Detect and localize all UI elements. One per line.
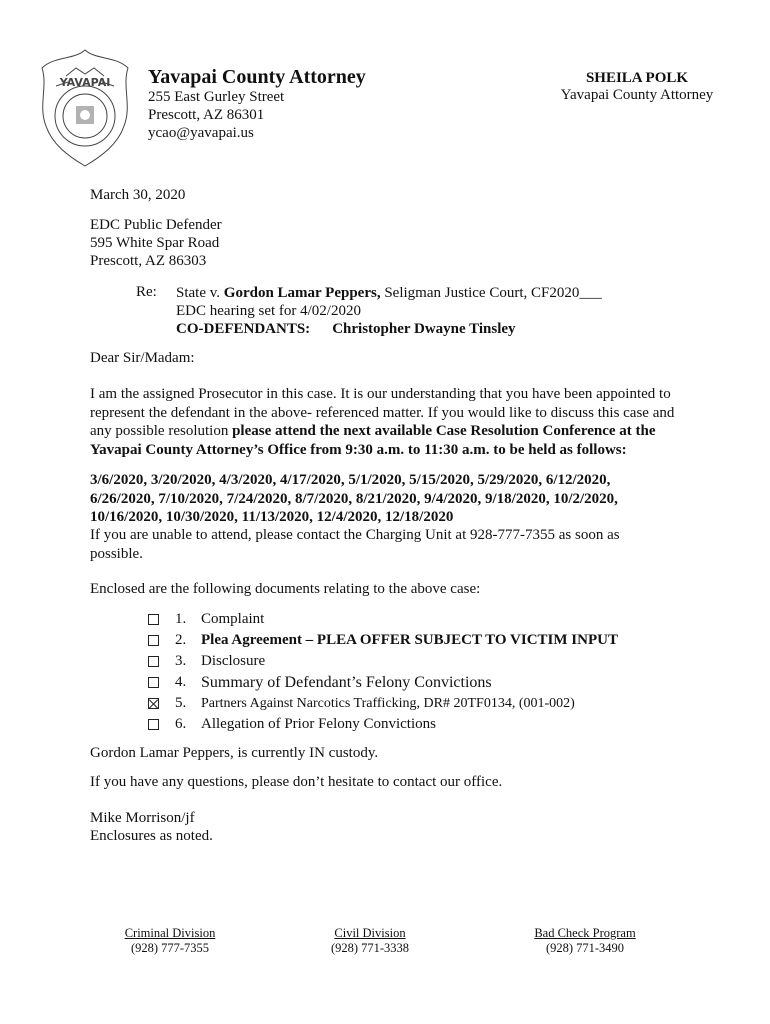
signature-block (90, 809, 213, 845)
re-block (176, 284, 736, 338)
org-address-street: 255 East Gurley Street (148, 89, 285, 105)
re-prefix: State v. (176, 285, 224, 301)
footer-label: Civil Division (334, 926, 406, 940)
re-label: Re: (136, 284, 157, 300)
attorney-block (552, 70, 722, 104)
enclosure-list (148, 609, 618, 735)
footer-phone: (928) 771-3338 (330, 941, 410, 955)
org-address-city: Prescott, AZ 86301 (148, 107, 265, 123)
org-name: Yavapai County Attorney (148, 66, 366, 88)
recipient-block (90, 216, 222, 270)
defendant-name: Gordon Lamar Peppers, (223, 285, 381, 301)
questions-line: If you have any questions, please don’t hesitate to contact our office. (90, 774, 503, 790)
checkbox[interactable] (148, 614, 159, 625)
footer-phone: (928) 771-3490 (545, 941, 625, 955)
recipient-line: 595 White Spar Road (90, 235, 220, 251)
enclosure-item: 1. Complaint (148, 609, 618, 630)
footer-label: Bad Check Program (534, 926, 636, 940)
enclosure-item: 4. Summary of Defendant’s Felony Convictions (148, 672, 618, 693)
enclosed-intro: Enclosed are the following documents relating to the above case: (90, 581, 481, 597)
re-court: Seligman Justice Court, CF2020___ (380, 285, 602, 301)
checkbox[interactable] (148, 635, 159, 646)
signature-name: Mike Morrison/jf (90, 810, 195, 826)
codefendants-label: CO-DEFENDANTS: (176, 321, 311, 337)
signature-note: Enclosures as noted. (90, 828, 213, 844)
checked-checkbox[interactable] (148, 698, 159, 709)
enclosure-item: 5. Partners Against Narcotics Trafficking, DR# 20TF0134, (001-002) (148, 693, 618, 714)
contact-text: If you are unable to attend, please contact the Charging Unit at 928-777-7355 as soon as possible. (90, 527, 620, 562)
attorney-name: SHEILA POLK (585, 70, 689, 86)
body-bold-text: please attend the next available Case Resolution Conference at the Yavapai County Attorney’s Office from 9:30 a.m. to 11:30 a.m. to be held as follows: (90, 423, 656, 458)
body-paragraph (90, 385, 690, 459)
checkbox[interactable] (148, 656, 159, 667)
recipient-line: EDC Public Defender (90, 217, 222, 233)
custody-line: Gordon Lamar Peppers, is currently IN custody. (90, 745, 379, 761)
enclosure-item: 6. Allegation of Prior Felony Convictions (148, 714, 618, 735)
seal-text: YAVAPAI (59, 76, 111, 89)
body-text: I am the assigned Prosecutor in this case. It is our understanding that you have been appointed to represent the defendant in the above- referenced matter. If you would like to discuss this case and any possible resolution (90, 386, 675, 439)
checkbox[interactable] (148, 677, 159, 688)
enclosure-item: 3. Disclosure (148, 651, 618, 672)
footer-civil (310, 926, 430, 956)
enclosure-item: 2. Plea Agreement – PLEA OFFER SUBJECT TO VICTIM INPUT (148, 630, 618, 651)
recipient-line: Prescott, AZ 86303 (90, 253, 207, 269)
attorney-title: Yavapai County Attorney (560, 87, 714, 103)
checkbox[interactable] (148, 719, 159, 730)
footer-phone: (928) 777-7355 (130, 941, 210, 955)
footer-criminal (110, 926, 230, 956)
conference-dates: 3/6/2020, 3/20/2020, 4/3/2020, 4/17/2020, 5/1/2020, 5/15/2020, 5/29/2020, 6/12/2020, 6/26/2020, 7/10/2020, 7/24/2020, 8/7/2020, 8/21/2020, 9/4/2020, 9/18/2020, 10/2/2020, 10/16/2020, 10/30/2020, 11/13/2020, 12/4/2020, 12/18/2020 (90, 472, 618, 525)
footer-bad-check (520, 926, 650, 956)
county-seal (36, 46, 134, 170)
salutation: Dear Sir/Madam: (90, 350, 195, 366)
org-email: ycao@yavapai.us (148, 125, 254, 141)
hearing-line: EDC hearing set for 4/02/2020 (176, 303, 361, 319)
codefendant-name: Christopher Dwayne Tinsley (332, 321, 516, 337)
letter-date: March 30, 2020 (90, 187, 186, 203)
footer-label: Criminal Division (124, 926, 216, 940)
